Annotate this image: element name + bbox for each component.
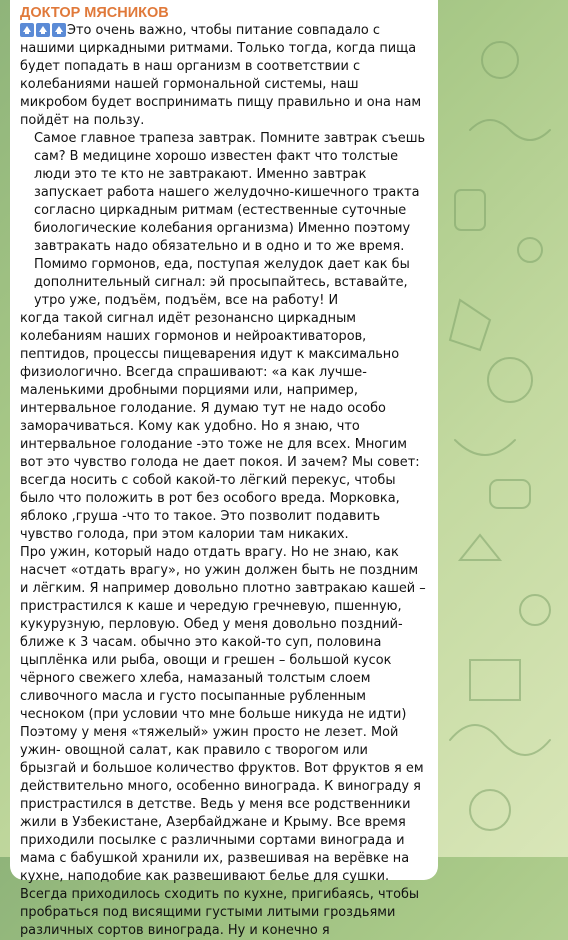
emoji-group (20, 23, 66, 37)
message-paragraph (20, 544, 428, 940)
paragraph-text: Это очень важно, чтобы питание совпадало с нашими циркадными ритмами. Только тогда, когда пища будет попадать в наш организм в соответствии с колебаниями нашей гормональной системы, наш микробом будет воспринимать пищу правильно и она нам пойдёт на пользу. (20, 23, 422, 128)
paragraph-text: Самое главное трапеза завтрак. Помните завтрак съешь сам? В медицине хорошо известен факт что толстые люди это те кто не завтракают. Именно завтрак запускает работа нашего желудочно-кишечного тракта согласно циркадным ритмам (естественные суточные биологические колебания организма) Именно поэтому завтракать надо обязательно и в одно и то же время. Помимо гормонов, еда, поступая желудок дает как бы дополнительный сигнал: эй просыпайтесь, вставайте, утро уже, подъём, подъём, все на работу! И (34, 131, 426, 308)
up-arrow-emoji-icon (20, 23, 34, 37)
message-paragraph (20, 22, 428, 130)
paragraph-text: Про ужин, который надо отдать врагу. Но не знаю, как насчет «отдать врагу», но ужин должен быть не поздним и лёгким. Я например довольно плотно завтракаю кашей – пристрастился к каше и чередую гречневую, пшенную, кукурузную, перловую. Обед у меня довольно поздний- ближе к 3 часам. обычно это какой-то суп, половина цыплёнка или рыба, овощи и грешен – большой кусок чёрного свежего хлеба, намазаный толстым слоем сливочного масла и густо посыпанные рубленным чесноком (при условии что мне больше никуда не идти) Поэтому у меня «тяжелый» ужин просто не лезет. Мой ужин- овощной салат, как правило с творогом или брызгай и большое количество фруктов. Вот фруктов я ем действительно много, особенно винограда. К винограду я пристрастился в детстве. Ведь у меня все родственники жили в Узбекистане, Азербайджане и Крыму. Все время приходили посылке с различными сортами винограда и мама с бабушкой хранили их, развешивая на верёвке на кухне, наподобие как развешивают белье для сушки. Всегда приходилось сходить по кухне, пригибаясь, чтобы пробраться под висящими густыми литыми гроздьями различных сортов винограда. Ну и конечно я (20, 545, 426, 938)
message-bubble (10, 0, 438, 938)
message-paragraph (20, 310, 428, 544)
sender-name[interactable]: ДОКТОР МЯСНИКОВ (20, 5, 169, 21)
up-arrow-emoji-icon (36, 23, 50, 37)
up-arrow-emoji-icon (52, 23, 66, 37)
paragraph-text: когда такой сигнал идёт резонансно циркадным колебаниям наших гормонов и нейроактиваторов, пептидов, процессы пищеварения идут к максимально физиологично. Всегда спрашивают: «а как лучше- маленькими дробными порциями или, например, интервальное голодание. Я думаю тут не надо особо заморачиваться. Кому как удобно. Но я знаю, что интервальное голодание -это тоже не для всех. Многим вот это чувство голода не дает покоя. И зачем? Мы совет: всегда носить с собой какой-то лёгкий перекус, чтобы было что положить в рот без особого вреда. Морковка, яблоко ,груша -что то такое. Это позволит подавить чувство голода, при этом калории там никаких. (20, 311, 420, 542)
message-paragraph (20, 130, 428, 310)
